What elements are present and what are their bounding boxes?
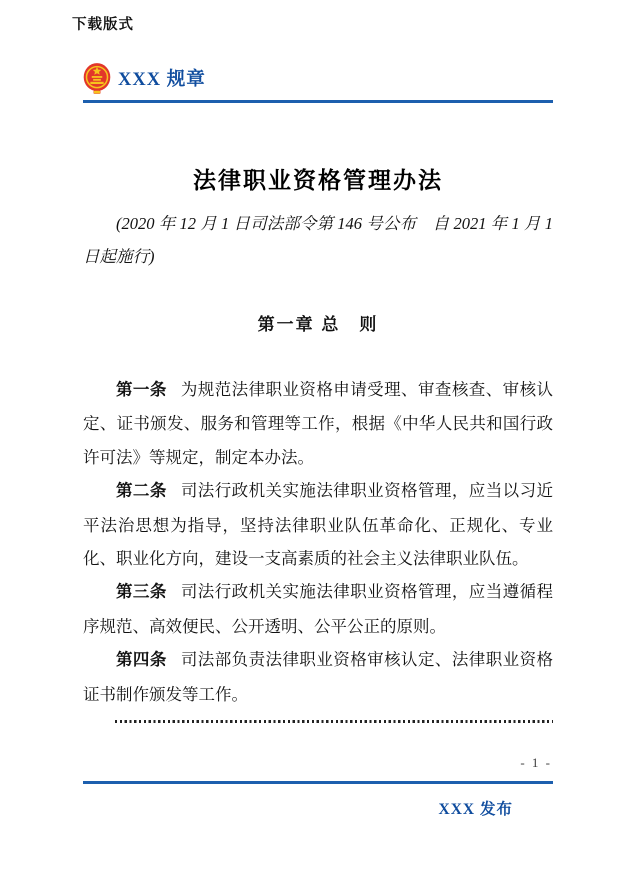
document-body (83, 163, 553, 723)
truncation-dots (115, 720, 553, 723)
download-format-link[interactable]: 下载版式 (72, 17, 134, 33)
header-org-title: XXX 规章 (118, 70, 206, 90)
chapter-heading: 第一章 总 则 (257, 315, 379, 334)
page-number: - 1 - (520, 755, 552, 770)
document-subtitle: (2020 年 12 月 1 日司法部令第 146 号公布 自 2021 年 1 月 1 日起施行) (83, 214, 553, 266)
article-number: 第一条 (116, 381, 167, 399)
article-paragraph-1 (83, 373, 553, 474)
header-divider (83, 100, 553, 103)
article-paragraph-4 (83, 643, 553, 711)
article-number: 第四条 (116, 651, 167, 670)
page-header (83, 60, 553, 96)
footer-divider (83, 781, 553, 784)
national-emblem-icon (83, 62, 111, 95)
article-paragraph-3 (83, 575, 553, 643)
article-text: 司法行政机关实施法律职业资格管理，应当遵循程序规范、高效便民、公开透明、公平公正的原则。 (83, 582, 554, 636)
article-text: 为规范法律职业资格申请受理、审查核查、审核认定、证书颁发、服务和管理等工作，根据《中华人民共和国行政许可法》等规定，制定本办法。 (83, 380, 554, 467)
article-text: 司法部负责法律职业资格审核认定、法律职业资格证书制作颁发等工作。 (83, 650, 554, 704)
article-text: 司法行政机关实施法律职业资格管理，应当以习近平法治思想为指导，坚持法律职业队伍革命化、正规化、专业化、职业化方向，建设一支高素质的社会主义法律职业队伍。 (83, 481, 554, 569)
article-paragraph-2 (83, 474, 553, 575)
document-title: 法律职业资格管理办法 (193, 168, 443, 193)
publisher-label: XXX 发布 (438, 801, 513, 818)
article-number: 第二条 (116, 482, 167, 501)
article-number: 第三条 (116, 583, 167, 602)
